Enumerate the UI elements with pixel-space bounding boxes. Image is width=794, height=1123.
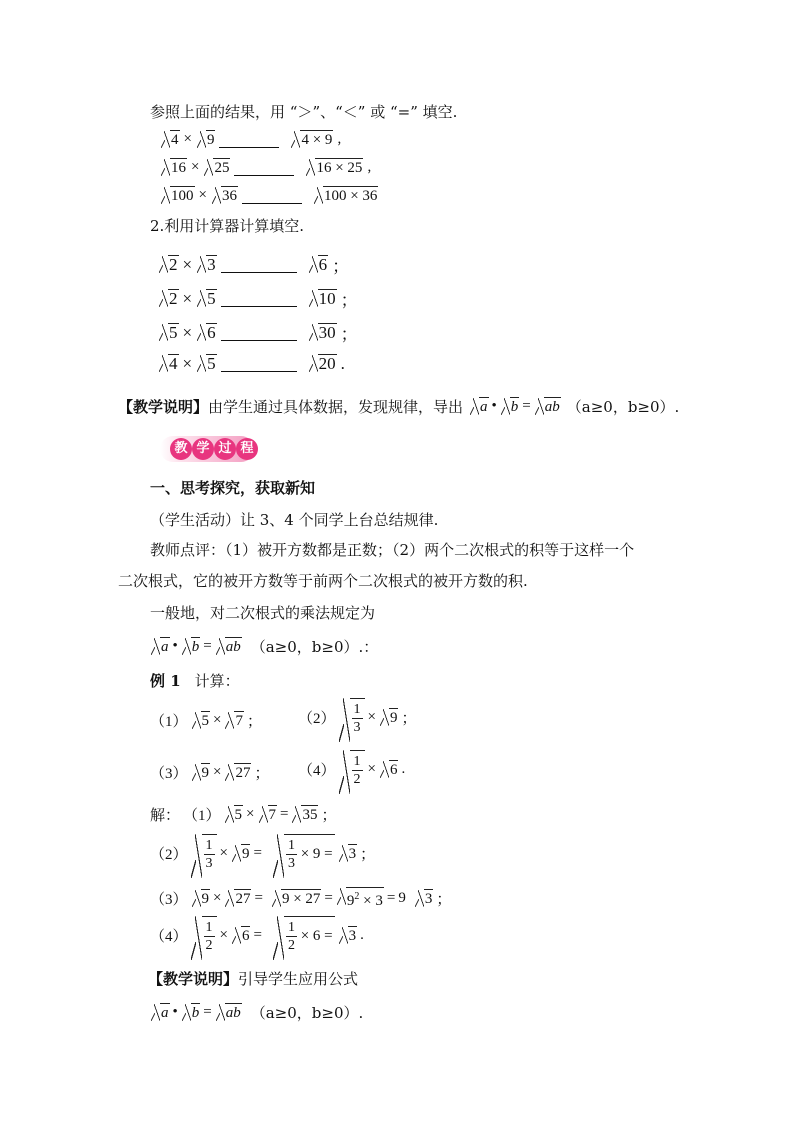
comparison-row-3: 100 × 36 100 × 36 bbox=[160, 186, 378, 205]
calc-row-2: 2 × 5 10 ； bbox=[158, 286, 358, 311]
answer-blank[interactable] bbox=[234, 160, 294, 176]
answer-blank[interactable] bbox=[219, 132, 279, 148]
solution-3: （3） 9 × 27 = 9 × 27 = $9^2 \times 3$ = 9 3 ； bbox=[150, 887, 451, 910]
example-1-header: 例 1 计算： bbox=[150, 672, 240, 690]
teaching-note-2: 【教学说明】 引导学生应用公式 bbox=[148, 970, 359, 988]
example-part-2: （2） $\frac{1}{3}$ × 9 ； bbox=[298, 698, 417, 736]
question-2-title: 2.利用计算器计算填空. bbox=[150, 217, 305, 235]
student-activity: （学生活动）让 3、4 个同学上台总结规律. bbox=[150, 511, 439, 529]
comparison-row-1: 4 × 9 4 × 9 , bbox=[160, 130, 341, 149]
solution-4: （4） $\frac{1}{2}$ × 6 = $\frac{1}{2}$ × 6 = 3 . bbox=[150, 916, 364, 954]
solution-2: （2） $\frac{1}{3}$ × 9 = $\frac{1}{3}$ × 9 = 3 ； bbox=[150, 834, 375, 872]
calc-row-3: 5 × 6 30 ； bbox=[158, 320, 358, 345]
answer-blank[interactable] bbox=[221, 325, 297, 341]
formula-restated: a • b = ab （a≥0，b≥0）. bbox=[150, 1002, 363, 1023]
section-heading: 一、思考探究，获取新知 bbox=[150, 479, 316, 497]
example-part-4: （4） $\frac{1}{2}$ × 6 . bbox=[298, 750, 405, 788]
calc-row-4: 4 × 5 20 . bbox=[158, 354, 345, 374]
teacher-comment-1: 教师点评：（1）被开方数都是正数；（2）两个二次根式的积等于这样一个 bbox=[150, 541, 635, 559]
general-rule-text: 一般地，对二次根式的乘法规定为 bbox=[150, 604, 376, 622]
answer-blank[interactable] bbox=[221, 257, 297, 273]
answer-blank[interactable] bbox=[242, 188, 302, 204]
teaching-note-1: 【教学说明】 由学生通过具体数据，发现规律，导出 a • b = ab （a≥0，b≥0）. bbox=[118, 398, 680, 416]
intro-instruction: 参照上面的结果，用 “＞”、“＜” 或 “=” 填空. bbox=[150, 103, 458, 121]
solution-1: 解： （1） 5 × 7 = 35 ； bbox=[150, 806, 337, 824]
answer-blank[interactable] bbox=[221, 291, 297, 307]
example-part-1: （1） 5 × 7 ； bbox=[150, 712, 262, 730]
calc-row-1: 2 × 3 6 ； bbox=[158, 252, 349, 277]
comparison-row-2: 16 × 25 16 × 25 , bbox=[160, 158, 371, 177]
multiplication-rule: a • b = ab （a≥0，b≥0）.： bbox=[150, 636, 378, 657]
teaching-process-banner: 教 学 过 程 bbox=[160, 436, 254, 462]
answer-blank[interactable] bbox=[221, 356, 297, 372]
teacher-comment-2: 二次根式，它的被开方数等于前两个二次根式的被开方数的积. bbox=[118, 572, 528, 590]
example-part-3: （3） 9 × 27 ； bbox=[150, 764, 270, 782]
